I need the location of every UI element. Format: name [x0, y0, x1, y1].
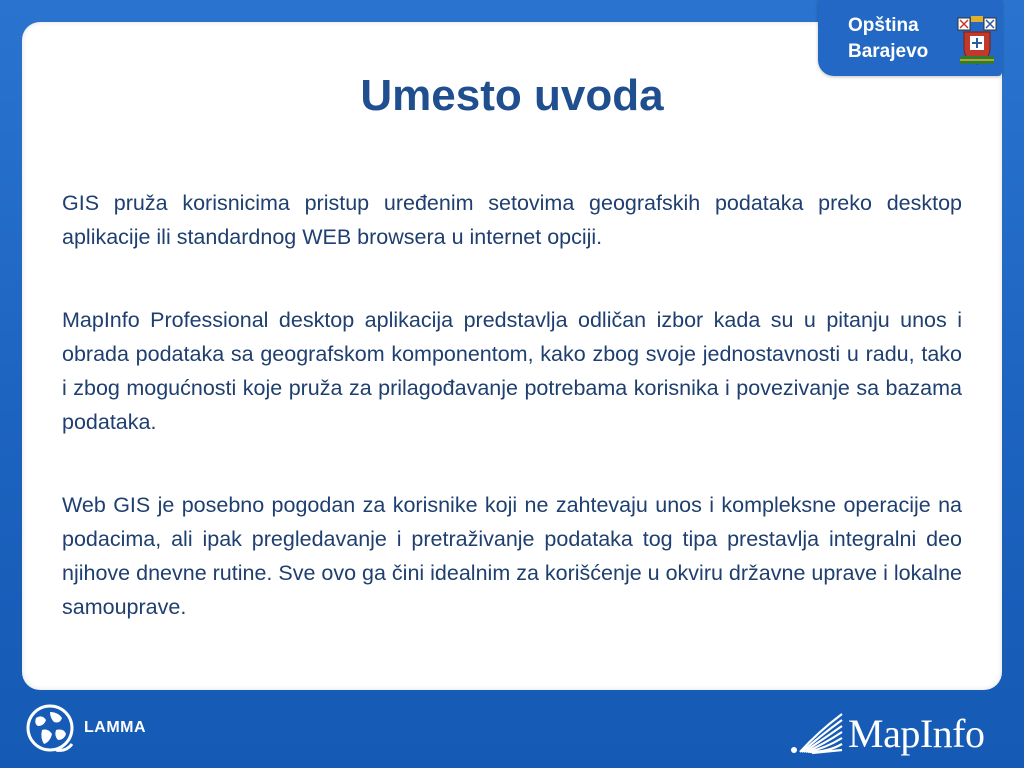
municipality-header	[818, 0, 1002, 76]
lamma-logo	[26, 704, 146, 752]
paragraph-mapinfo-desktop: MapInfo Professional desktop aplikacija predstavlja odličan izbor kada su u pitanju unos i obrada podataka sa geografskom komponentom, kako zbog svoje jednostavnosti u radu, tako i zbog mogućnosti koje pruža za prilagođavanje potrebama korisnika i povezivanje sa bazama podataka.	[62, 308, 962, 434]
paragraph-gis-access: GIS pruža korisnicima pristup uređenim setovima geografskih podataka preko desktop aplikacije ili standardnog WEB browsera u internet opciji.	[62, 191, 962, 249]
mapinfo-label: MapInfo	[848, 711, 985, 756]
municipality-name	[848, 13, 948, 65]
globe-icon	[26, 704, 74, 752]
paragraph-web-gis: Web GIS je posebno pogodan za korisnike koji ne zahtevaju unos i kompleksne operacije na podacima, ali ipak pregledavanje i pretraživanje podataka tog tipa prestavlja integralni deo njihove dnevne rutine. Sve ovo ga čini idealnim za korišćenje u okviru državne uprave i lokalne samouprave.	[62, 493, 962, 619]
page-title: Umesto uvoda	[360, 71, 664, 120]
mapinfo-logo	[790, 700, 984, 756]
municipality-name-line2: Barajevo	[848, 41, 929, 62]
coat-of-arms-icon	[956, 16, 998, 66]
footer	[0, 690, 1024, 768]
municipality-name-line1: Opština	[848, 15, 919, 36]
mapinfo-wave-icon	[790, 712, 844, 756]
lamma-label: LAMMA	[84, 719, 147, 736]
